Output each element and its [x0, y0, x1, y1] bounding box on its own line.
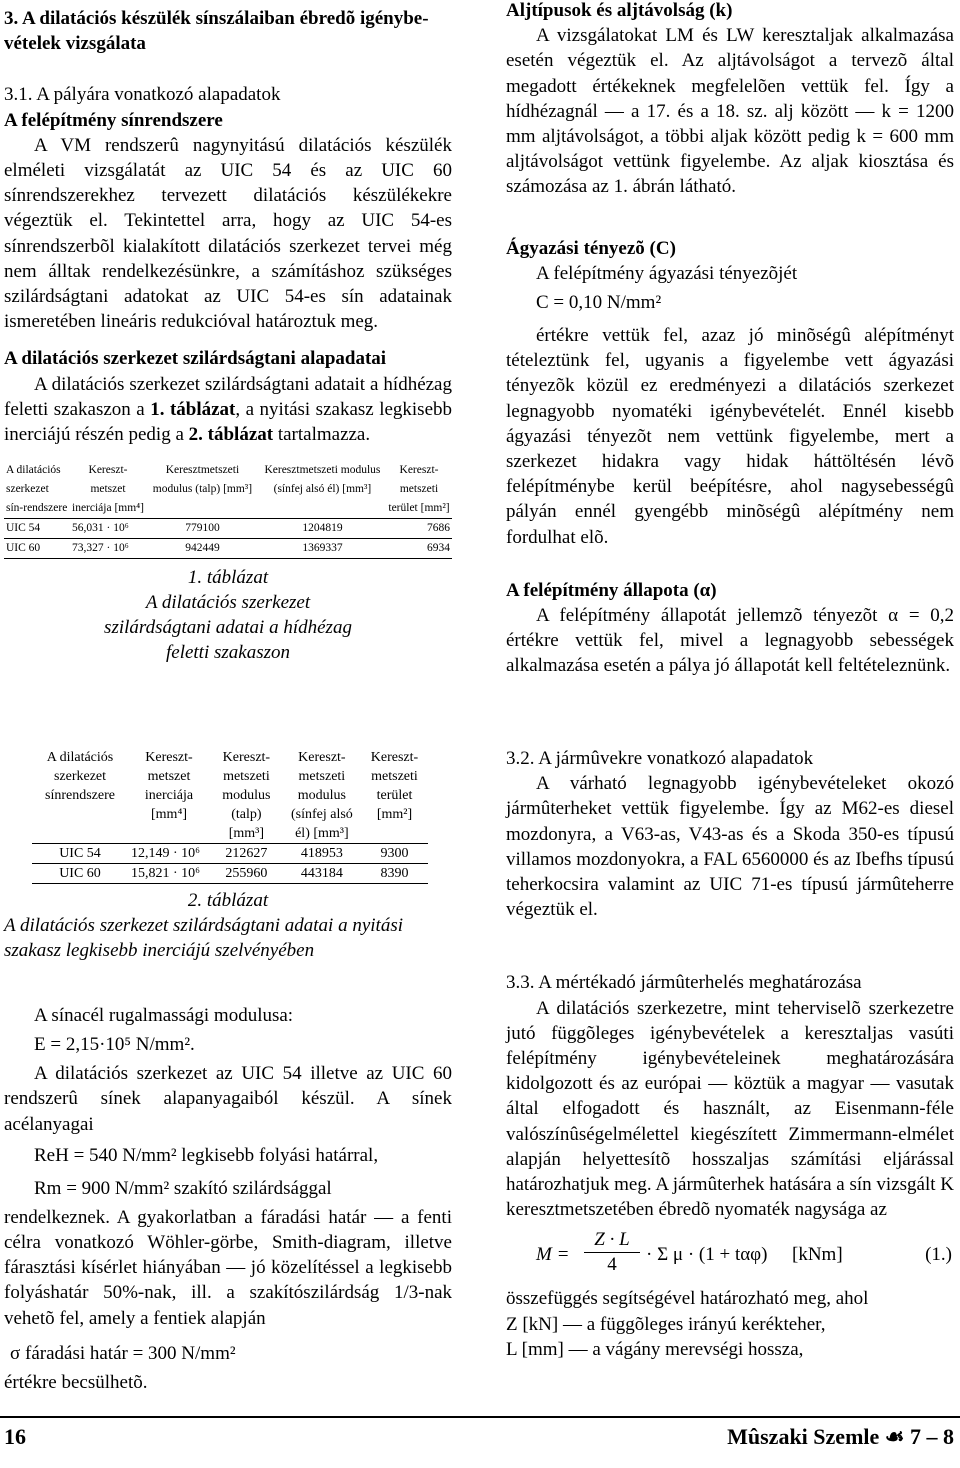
table-cell: 443184: [283, 864, 361, 884]
after-equation-text: összefüggés segítségével határozható meg, ahol: [506, 1288, 869, 1310]
aljtipus-heading: Aljtípusok és aljtávolság (k): [506, 0, 733, 21]
right-column: [506, 0, 954, 679]
equation-1: [506, 1228, 954, 1286]
section-3-heading: 3. A dilatációs készülék sínszálaiban ébredõ igénybe-vételek vizsgálata: [4, 8, 429, 55]
table-cell: 6934: [386, 539, 452, 559]
table-1-header: [4, 461, 452, 519]
table-cell: 12,149 · 10⁶: [128, 844, 210, 864]
table-2-header-cell: Kereszt-metszeti modulus (sínfej alsó él) [mm³]: [283, 748, 361, 844]
equation-C: C = 0,10 N/mm²: [536, 292, 662, 314]
equation-1-lhs: M =: [536, 1244, 570, 1266]
szilard-heading: A dilatációs szerkezet szilárdságtani alapadatai: [4, 348, 387, 370]
table-2-header-cell: A dilatációs szerkezet sínrendszere: [32, 748, 128, 844]
rendelkeznek-paragraph: rendelkeznek. A gyakorlatban a fáradási határ — a fenti célra vonatkozó Wöhler-görbe, Smith-diagram, illetve fárasztási kísérlet hiányában — jó közelítéssel a legkisebb folyáshatár 50%-nak, ill. a szakítószilárdság 1/3-nak vehetõ fel, amely a fentiek alapján: [4, 1206, 452, 1329]
table-cell: UIC 60: [4, 539, 70, 559]
table-cell: 212627: [210, 844, 283, 864]
table1-ref: 1. táblázat: [150, 398, 236, 420]
table-2-header-cell: Kereszt-metszet inerciája [mm⁴]: [128, 748, 210, 844]
table-cell: UIC 54: [32, 844, 128, 864]
agyazasi-paragraph-1: A felépítmény ágyazási tényezõjét: [536, 262, 798, 284]
table-cell: 1204819: [259, 519, 386, 539]
agyazasi-heading: Ágyazási tényezõ (C): [506, 237, 676, 259]
szilard-text-2: , a nyitási szakasz legkisebb inerciájú részén pedig a: [4, 398, 453, 446]
table-1: [4, 461, 452, 559]
table-row: [4, 519, 452, 539]
section-3-3-paragraph: A dilatációs szerkezetre, mint teherviselõ szerkezetre jutó függõleges igénybevételek a keresztaljas vasúti felépítmény igénybevételeinek meghatározására kidolgozott és az európai — köztük a magyar — vasutak által elfogadott és használt, az Eisenmann-féle valószínûségelmélettel kiegészített Zimmermann-elmélet alapján helyettesítõ hosszaljas számítási eljárással határozhatjuk meg. A jármûterhek hatására a sín vizsgált K keresztmetszetében ébredõ nyomaték nagysága az: [506, 997, 954, 1221]
felepitmeny-heading: A felépítmény sínrendszere: [4, 109, 223, 131]
equation-1-numerator: Z · L: [584, 1228, 640, 1253]
table-cell: UIC 54: [4, 519, 70, 539]
table-cell: 418953: [283, 844, 361, 864]
equation-1-unit: [kNm]: [792, 1244, 843, 1266]
table-1-caption: A dilatációs szerkezet szilárdságtani adatai a hídhézag feletti szakaszon: [104, 592, 352, 664]
allapot-paragraph: A felépítmény állapotát jellemzõ tényezõt α = 0,2 értékre vettük fel, mivel a legnagyobb sebességek alkalmazása esetén a pálya jó állapotát kell feltételeznünk.: [506, 605, 954, 677]
table-1-header-cell: A dilatációs szerkezet sín-rendszere: [4, 461, 70, 519]
right-column-lower: [506, 746, 954, 1362]
table-1-header-cell: Keresztmetszeti modulus (talp) [mm³]: [146, 461, 259, 519]
left-column-lower: [4, 748, 452, 1395]
equation-1-fraction: [584, 1228, 640, 1277]
equation-Rm: Rm = 900 N/mm² szakító szilárdsággal: [34, 1177, 332, 1199]
table-1-caption-number: 1. táblázat: [187, 567, 269, 589]
equation-E: E = 2,15·10⁵ N/mm².: [34, 1034, 195, 1056]
table-cell: 15,821 · 10⁶: [128, 864, 210, 884]
szilard-paragraph: [4, 372, 452, 448]
table-cell: 1369337: [259, 539, 386, 559]
table-2-caption-number: 2. táblázat: [187, 890, 269, 911]
agyazasi-paragraph-2: értékre vettük fel, azaz jó minõségû alépítményt tételeztünk fel, ugyanis a figyelembe vett ágyazási tényezõk közül ez eredményezi a dilatációs szerkezet legnagyobb nyomatéki igénybevételét. Ennél kisebb ágyazási tényezõt nem vettünk figyelembe, mert a szerkezet hidakra vagy hidak háttöltésén lévõ felépítménybe kerül beépítésre, ahol nagysebességû pályán ennél gyengébb minõségû alépítmény nem fordulhat elõ.: [506, 325, 954, 548]
szilard-text-3: tartalmazza.: [273, 424, 371, 446]
table-row: [32, 864, 428, 884]
table-cell: 73,327 · 10⁶: [70, 539, 146, 559]
table-row: [4, 539, 452, 559]
table-cell: 779100: [146, 519, 259, 539]
table-row: [32, 844, 428, 864]
szilard-text-1: A dilatációs szerkezet szilárdságtani adatait a hídhézag feletti szakaszon a: [4, 373, 452, 420]
page-number: 16: [4, 1424, 26, 1449]
section-3-1-heading: 3.1. A pályára vonatkozó alapadatok: [4, 84, 281, 106]
acel-paragraph: A dilatációs szerkezet az UIC 54 illetve az UIC 60 rendszerû sínek alapanyagaiból készül. A sínek acélanyagai: [4, 1063, 452, 1135]
equation-1-denominator: 4: [607, 1254, 617, 1276]
table-cell: 56,031 · 10⁶: [70, 519, 146, 539]
rugalmassagi-text: A sínacél rugalmassági modulusa:: [34, 1005, 294, 1026]
table-2-header-cell: Kereszt-metszeti terület [mm²]: [361, 748, 428, 844]
table-cell: 255960: [210, 864, 283, 884]
table-cell: 9300: [361, 844, 428, 864]
allapot-heading: A felépítmény állapota (α): [506, 579, 717, 601]
equation-1-number: (1.): [925, 1244, 952, 1266]
table-1-header-cell: Keresztmetszeti modulus (sínfej alsó él) [mm³]: [259, 461, 386, 519]
table-1-header-cell: Kereszt-metszeti terület [mm²]: [386, 461, 452, 519]
section-3-2-paragraph: A várható legnagyobb igénybevételeket okozó jármûterheket vettük figyelembe. Így az M62-es diesel mozdonyra, a V63-as, V43-as és a Skoda 350-es típusú villamos mozdonyokra, a FAL 6560000 és az Ibefhs típusú teherkocsira valamint az UIC 71-es típusú jármûteherre végeztük el.: [506, 773, 955, 921]
table-cell: 8390: [361, 864, 428, 884]
journal-name: Mûszaki Szemle ☙ 7 – 8: [727, 1424, 954, 1449]
table-2-header-cell: Kereszt-metszeti modulus (talp) [mm³]: [210, 748, 283, 844]
definition-Z: Z [kN] — a függõleges irányú kerékteher,: [506, 1313, 826, 1335]
equation-ReH: ReH = 540 N/mm² legkisebb folyási határral,: [34, 1144, 379, 1166]
table-cell: UIC 60: [32, 864, 128, 884]
table-2-caption: A dilatációs szerkezet szilárdságtani adatai a nyitási szakasz legkisebb inerciájú szelvényében: [4, 915, 403, 961]
section-3-3-heading: 3.3. A mértékadó jármûterhelés meghatározása: [506, 972, 862, 994]
footer-rule: [0, 1416, 960, 1418]
table-2-header: [32, 748, 428, 844]
vm-paragraph: A VM rendszerû nagynyitású dilatációs készülék elméleti vizsgálatát az UIC 54 és az UIC 60 sínrendszerekhez tervezett dilatációs készülékekre végeztük el. Tekintettel arra, hogy az UIC 54-es sínrendszerbõl kialakított dilatációs szerkezet tervei még nem álltak rendelkezésünkre, a számításhoz szükséges szilárdságtani adatokat az UIC 54-es sín adatainak ismeretében lineáris redukcióval határoztuk meg.: [4, 134, 452, 333]
table-1-header-cell: Kereszt-metszet inerciája [mm⁴]: [70, 461, 146, 519]
section-3-2-heading: 3.2. A jármûvekre vonatkozó alapadatok: [506, 748, 814, 769]
definition-L: L [mm] — a vágány merevségi hossza,: [506, 1338, 804, 1360]
equation-1-sum: · Σ μ · (1 + tαφ): [646, 1244, 768, 1266]
becsulheto-text: értékre becsülhetõ.: [4, 1371, 148, 1393]
table-cell: 7686: [386, 519, 452, 539]
table2-ref: 2. táblázat: [188, 424, 274, 446]
aljtipus-paragraph: A vizsgálatokat LM és LW keresztaljak alkalmazása esetén végeztük el. Az aljtávolságot a tervezõ által megadott értékeknek megfelelõen vettük fel. Így a hídhézagnál — a 17. és a 18. sz. alj között — k = 1200 mm aljtávolságot, a többi aljak között pedig k = 600 mm aljtávolságot vettünk figyelembe. Az aljak kiosztása és számozása az 1. ábrán látható.: [506, 25, 954, 198]
left-column: [4, 6, 452, 665]
table-cell: 942449: [146, 539, 259, 559]
table-2: [32, 748, 428, 884]
equation-sigma: σ fáradási határ = 300 N/mm²: [10, 1342, 236, 1364]
